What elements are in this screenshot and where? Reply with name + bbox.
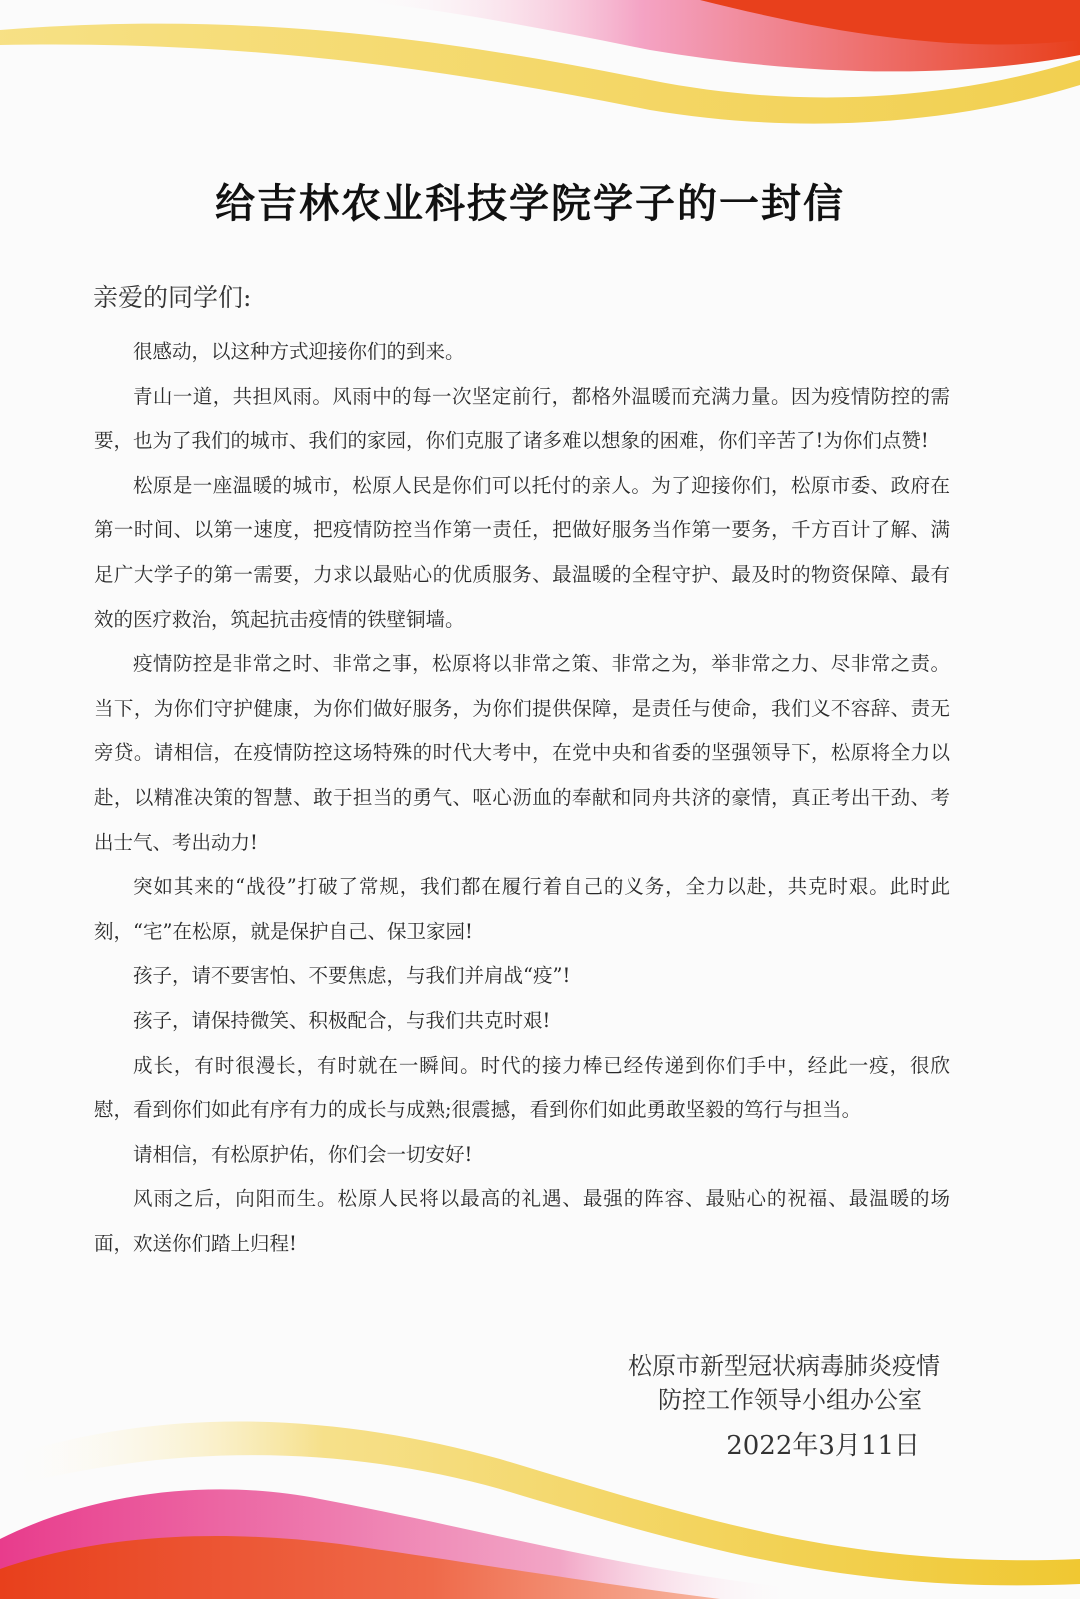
paragraph: 成长，有时很漫长，有时就在一瞬间。时代的接力棒已经传递到你们手中，经此一疫，很欣慰，看到你们如此有序有力的成长与成熟;很震撼，看到你们如此勇敢坚毅的笃行与担当。 <box>94 1053 950 1122</box>
paragraph: 青山一道，共担风雨。风雨中的每一次坚定前行，都格外温暖而充满力量。因为疫情防控的需要，也为了我们的城市、我们的家园，你们克服了诸多难以想象的困难，你们辛苦了!为你们点赞! <box>94 384 950 453</box>
signature-date: 2022年3月11日 <box>726 1431 920 1461</box>
paragraph: 孩子，请保持微笑、积极配合，与我们共克时艰! <box>133 1008 551 1032</box>
paragraph: 孩子，请不要害怕、不要焦虑，与我们并肩战“疫”! <box>133 964 571 988</box>
letter-body <box>94 330 950 1266</box>
paragraph: 请相信，有松原护佑，你们会一切安好! <box>133 1142 473 1166</box>
paragraph: 很感动，以这种方式迎接你们的到来。 <box>133 340 465 363</box>
letter-title: 给吉林农业科技学院学子的一封信 <box>215 181 845 227</box>
signature-organization-line2: 防控工作领导小组办公室 <box>658 1386 922 1414</box>
paragraph: 风雨之后，向阳而生。松原人民将以最高的礼遇、最强的阵容、最贴心的祝福、最温暖的场面，欢送你们踏上归程! <box>94 1187 950 1255</box>
paragraph: 疫情防控是非常之时、非常之事，松原将以非常之策、非常之为，举非常之力、尽非常之责。当下，为你们守护健康，为你们做好服务，为你们提供保障，是责任与使命，我们义不容辞、责无旁贷。请相信，在疫情防控这场特殊的时代大考中，在党中央和省委的坚强领导下，松原将全力以赴，以精准决策的智慧、敢于担当的勇气、呕心沥血的奉献和同舟共济的豪情，真正考出干劲、考出士气、考出动力! <box>94 652 950 854</box>
letter-greeting: 亲爱的同学们: <box>93 283 252 312</box>
signature-organization-line1: 松原市新型冠状病毒肺炎疫情 <box>628 1352 940 1380</box>
paragraph: 突如其来的“战役”打破了常规，我们都在履行着自己的义务，全力以赴，共克时艰。此时此刻，“宅”在松原，就是保护自己、保卫家园! <box>94 875 950 943</box>
decorative-wave-top <box>0 0 1080 150</box>
paragraph: 松原是一座温暖的城市，松原人民是你们可以托付的亲人。为了迎接你们，松原市委、政府在第一时间、以第一速度，把疫情防控当作第一责任，把做好服务当作第一要务，千方百计了解、满足广大学子的第一需要，力求以最贴心的优质服务、最温暖的全程守护、最及时的物资保障、最有效的医疗救治，筑起抗击疫情的铁壁铜墙。 <box>94 473 950 631</box>
